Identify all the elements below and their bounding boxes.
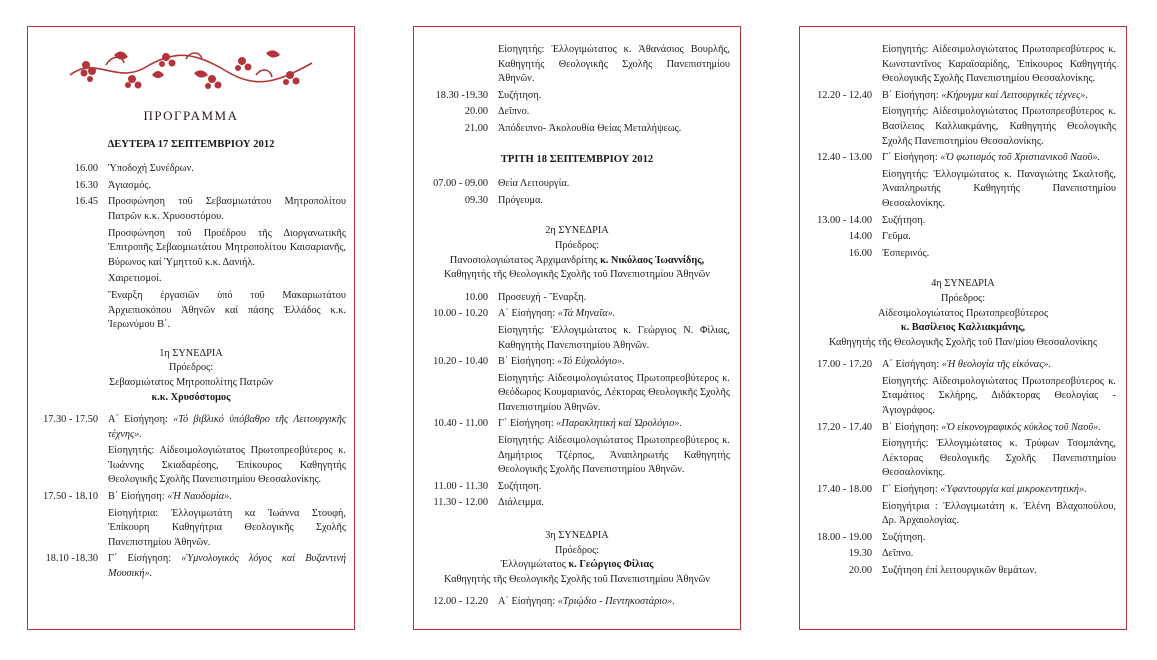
- time-label: 18.00 - 19.00: [817, 531, 872, 543]
- schedule-row: [424, 177, 730, 192]
- chair-name: κ. Βασίλειος Καλλιακμάνης,: [900, 322, 1026, 334]
- time-label: 20.00: [464, 106, 488, 118]
- time-label: 16.30: [74, 179, 98, 191]
- time-label: 16.00: [848, 247, 872, 259]
- time-label: 16.45: [74, 196, 98, 208]
- session-heading: 4η ΣΥΝΕΔΡΙΑ: [931, 278, 995, 290]
- schedule-text: Ἀπόδειπνο- Ἀκολουθία Θείας Μεταλήψεως.: [498, 122, 682, 134]
- chair-title: Σεβασμιώτατος Μητροπολίτης Πατρῶν: [109, 376, 273, 388]
- time-label: 07.00 - 09.00: [433, 178, 488, 190]
- talk-title: «Ὑμνολογικός λόγος καί Βυζαντινή Μουσική».: [108, 553, 347, 580]
- schedule-row: [424, 480, 730, 495]
- schedule-text: Ἔναρξη ἐργασιῶν ὑπό τοῦ Μακαριωτάτου Ἀρχιεπισκόπου Ἀθηνῶν καί πάσης Ἑλλάδος κ.κ. Ἱερωνύμου Β΄.: [108, 289, 346, 331]
- schedule-text: Προσφώνηση τοῦ Προέδρου τῆς Διοργανωτικῆς Ἐπιτροπῆς Σεβασμιωτάτου Μητροπολίτου Καισαριανῆς, Βύρωνος καί Ὑμηττοῦ κ.κ. Δανιήλ.: [108, 227, 346, 268]
- time-label: 12.00 - 12.20: [433, 596, 488, 608]
- talk-prefix: Α΄ Εἰσήγηση:: [882, 359, 942, 371]
- talk-prefix: Α΄ Εἰσήγηση:: [498, 596, 558, 608]
- talk-row: [810, 358, 1116, 373]
- speaker-text: Εἰσηγητής: Αἰδεσιμολογιώτατος Πρωτοπρεσβύτερος κ. Κωνσταντῖνος Καραϊσαρίδης, Ἐπίκουρος Καθηγητής Θεολογικῆς Σχολῆς Πανεπιστημίου Θεσσαλονίκης.: [882, 44, 1116, 85]
- talk-prefix: Α΄ Εἰσήγηση:: [498, 308, 558, 320]
- talk-title: «Τριῴδιο - Πεντηκοστάριο».: [557, 596, 675, 608]
- schedule-row: [36, 179, 346, 194]
- chair-title: Ἐλλογιμώτατος: [500, 559, 569, 571]
- time-label: 10.40 - 11.00: [433, 418, 488, 430]
- schedule-row: [36, 195, 346, 224]
- time-label: 12.40 - 13.00: [817, 152, 872, 164]
- talk-prefix: Γ΄ Εἰσήγηση:: [498, 418, 557, 430]
- session-heading: 3η ΣΥΝΕΔΡΙΑ: [545, 530, 609, 542]
- talk-row: [810, 421, 1116, 436]
- schedule-text: Γεῦμα.: [882, 231, 911, 243]
- talk-title: «Τό Εὐχολόγιο».: [557, 356, 625, 368]
- chair-affiliation: Καθηγητής τῆς Θεολογικῆς Σχολῆς τοῦ Πανεπιστημίου Ἀθηνῶν: [444, 573, 710, 585]
- time-label: 17.50 - 18.10: [43, 491, 98, 503]
- talk-row: [424, 417, 730, 432]
- program-title: ΠΡΟΓΡΑΜΜΑ: [143, 108, 239, 123]
- talk-row: [810, 483, 1116, 498]
- schedule-text: Συζήτηση.: [882, 214, 926, 226]
- time-label: 14.00: [848, 231, 872, 243]
- schedule-text: Πρόγευμα.: [498, 194, 544, 206]
- talk-row: [424, 355, 730, 370]
- schedule-text: Διάλειμμα.: [498, 497, 544, 509]
- talk-prefix: Β΄ Εἰσήγηση:: [882, 421, 942, 433]
- talk-row: [36, 413, 346, 442]
- time-label: 10.00: [464, 291, 488, 303]
- chair-title: Αἰδεσιμολογιώτατος Πρωτοπρεσβύτερος: [877, 307, 1049, 319]
- time-label: 17.40 - 18.00: [817, 484, 872, 496]
- time-label: 17.00 - 17.20: [817, 359, 872, 371]
- schedule-text: Προσφώνηση τοῦ Σεβασμιωτάτου Μητροπολίτου Πατρῶν κ.κ. Χρυσοστόμου.: [108, 196, 346, 222]
- time-label: 09.30: [464, 194, 488, 206]
- talk-prefix: Β΄ Εἰσήγηση:: [498, 356, 558, 368]
- chair-name: κ. Γεώργιος Φίλιας: [568, 559, 654, 571]
- time-label: 11.30 - 12.00: [433, 497, 488, 509]
- schedule-row: [424, 105, 730, 120]
- time-label: 20.00: [848, 565, 872, 576]
- schedule-row: [424, 194, 730, 209]
- talk-title: «Ὁ φωτισμός τοῦ Χριστιανικοῦ Ναοῦ».: [940, 152, 1101, 164]
- session-heading: 1η ΣΥΝΕΔΡΙΑ: [159, 347, 223, 359]
- chair-name: κ. Νικόλαος Ἰωαννίδης,: [600, 254, 705, 266]
- time-label: 13.00 - 14.00: [817, 214, 872, 226]
- schedule-row: [810, 547, 1116, 562]
- talk-row: [810, 151, 1116, 166]
- schedule-row: [810, 214, 1116, 229]
- speaker-text: Εἰσηγητής: Αἰδεσιμολογιώτατος Πρωτοπρεσβύτερος κ. Θεόδωρος Κουμαριανός, Λέκτορας Θεολογικῆς Σχολῆς Πανεπιστημίου Ἀθηνῶν.: [498, 372, 730, 413]
- chair-label: Πρόεδρος:: [554, 239, 600, 251]
- talk-title: «Τά Μηναῖα».: [557, 308, 616, 320]
- time-label: 18.30 -19.30: [435, 89, 488, 101]
- talk-prefix: Β΄ Εἰσήγηση:: [882, 89, 942, 101]
- grapevine-ornament-icon: [66, 45, 316, 91]
- speaker-text: Εἰσηγήτρια: Ἐλλογιμωτάτη κα Ἰωάννα Στουφή, Ἐπίκουρη Καθηγήτρια Θεολογικῆς Σχολῆς Πανεπιστημίου Ἀθηνῶν.: [108, 507, 346, 548]
- chair-name: κ.κ. Χρυσόστομος: [151, 391, 231, 403]
- talk-title: «Τό βιβλικό ὑπόβαθρο τῆς Λειτουργικῆς τέχνης».: [108, 414, 346, 440]
- time-label: 18.10 -18.30: [45, 553, 98, 565]
- talk-title: «Κήρυγμα καί Λειτουργικές τέχνες».: [941, 89, 1088, 101]
- schedule-row: [810, 247, 1116, 262]
- schedule-text: Δεῖπνο.: [498, 106, 530, 118]
- time-label: 16.00: [74, 163, 98, 175]
- time-label: 17.30 - 17.50: [43, 414, 98, 426]
- schedule-row: [424, 496, 730, 511]
- day-heading-tuesday: ΤΡΙΤΗ 18 ΣΕΠΤΕΜΒΡΙΟΥ 2012: [500, 153, 654, 165]
- time-label: 19.30: [848, 548, 872, 560]
- chair-affiliation: Καθηγητής τῆς Θεολογικῆς Σχολῆς τοῦ Πανεπιστημίου Ἀθηνῶν: [444, 269, 710, 281]
- schedule-text: Ὑποδοχή Συνέδρων.: [108, 163, 194, 175]
- speaker-text: Εἰσηγητής: Αἰδεσιμολογιώτατος Πρωτοπρεσβύτερος κ. Σταμάτιος Σκλήρης, Διδάκτορας Θεολογίας - Ἁγιογράφος.: [882, 375, 1116, 417]
- talk-prefix: Β΄ Εἰσήγηση:: [108, 491, 168, 503]
- schedule-text: Συζήτηση.: [498, 89, 542, 101]
- schedule-row: [36, 162, 346, 177]
- speaker-text: Εἰσηγητής: Ἐλλογιμώτατος κ. Γεώργιος Ν. Φίλιας, Καθηγητής Πανεπιστημίου Ἀθηνῶν.: [498, 324, 730, 351]
- talk-title: «Ὑφαντουργία καί μικροκεντητική».: [940, 484, 1087, 496]
- speaker-text: Εἰσηγητής: Αἰδεσιμολογιώτατος Πρωτοπρεσβύτερος κ. Βασίλειος Καλλιακμάνης, Καθηγητής Θεολογικῆς Σχολῆς Πανεπιστημίου Θεσσαλονίκης.: [882, 106, 1116, 147]
- schedule-text: Θεία Λειτουργία.: [498, 178, 570, 190]
- talk-row: [36, 490, 346, 505]
- chair-line: [424, 254, 730, 269]
- brochure-panel-2: [413, 26, 741, 630]
- talk-row: [810, 89, 1116, 104]
- time-label: 10.20 - 10.40: [433, 356, 488, 368]
- schedule-text: Χαιρετισμοί.: [108, 273, 162, 285]
- chair-label: Πρόεδρος:: [554, 544, 600, 556]
- schedule-row: [424, 122, 730, 137]
- talk-row: [36, 552, 346, 581]
- chair-line: [424, 558, 730, 573]
- schedule-text: Συζήτηση.: [882, 531, 926, 543]
- day-heading-monday: ΔΕΥΤΕΡΑ 17 ΣΕΠΤΕΜΒΡΙΟΥ 2012: [107, 138, 275, 150]
- chair-title: Πανοσιολογιώτατος Ἀρχιμανδρίτης: [449, 254, 601, 266]
- schedule-text: Συζήτηση ἐπί λειτουργικῶν θεμάτων.: [882, 565, 1037, 576]
- time-label: 10.00 - 10.20: [433, 308, 488, 320]
- schedule-row: [810, 531, 1116, 546]
- talk-prefix: Γ΄ Εἰσήγηση:: [882, 152, 941, 164]
- speaker-text: Εἰσηγητής: Ἐλλογιμώτατος κ. Παναγιώτης Σκαλτσῆς, Ἀναπληρωτής Καθηγητής Πανεπιστημίου Θεσσαλονίκης.: [882, 168, 1116, 209]
- brochure-panel-1: [27, 26, 355, 630]
- talk-title: «Ἡ Ναοδομία».: [167, 491, 232, 503]
- session-heading: 2η ΣΥΝΕΔΡΙΑ: [545, 225, 609, 237]
- schedule-row: [424, 89, 730, 104]
- speaker-text: Εἰσηγητής: Αἰδεσιμολογιώτατος Πρωτοπρεσβύτερος κ. Δημήτριος Τζέρπος, Ἀναπληρωτής Καθηγητής Θεολογικῆς Σχολῆς Πανεπιστημίου Ἀθηνῶν.: [498, 435, 730, 476]
- chair-label: Πρόεδρος:: [940, 292, 986, 304]
- schedule-row: [424, 291, 730, 306]
- talk-title: «Ἡ θεολογία τῆς εἰκόνας».: [941, 359, 1052, 371]
- schedule-text: Συζήτηση.: [498, 480, 542, 492]
- schedule-row: [810, 230, 1116, 245]
- schedule-row: [810, 564, 1116, 579]
- speaker-text: Εἰσηγήτρια : Ἐλλογιμωτάτη κ. Ἑλένη Βλαχοπούλου, Δρ. Ἀρχαιολογίας.: [882, 500, 1116, 527]
- talk-row: [424, 595, 730, 610]
- speaker-text: Εἰσηγητής: Ἐλλογιμώτατος κ. Τρύφων Τσομπάνης, Λέκτορας Θεολογικῆς Σχολῆς Πανεπιστημίου Θεσσαλονίκης.: [882, 438, 1116, 479]
- time-label: 17.20 - 17.40: [817, 421, 872, 433]
- speaker-text: Εἰσηγητής: Αἰδεσιμολογιώτατος Πρωτοπρεσβύτερος κ. Ἰωάννης Σκιαδαρέσης, Ἐπίκουρος Καθηγητής Θεολογικῆς Σχολῆς Πανεπιστημίου Θεσσαλονίκης.: [108, 445, 346, 486]
- talk-prefix: Γ΄ Εἰσήγηση:: [882, 484, 941, 496]
- schedule-text: Προσευχή - Ἔναρξη.: [498, 291, 587, 303]
- schedule-text: Ἑσπερινός.: [882, 247, 930, 259]
- chair-label: Πρόεδρος:: [168, 362, 214, 374]
- talk-row: [424, 307, 730, 322]
- brochure-panel-3: [799, 26, 1127, 630]
- schedule-text: Ἁγιασμός.: [108, 179, 152, 191]
- speaker-text: Εἰσηγητής: Ἐλλογιμώτατος κ. Ἀθανάσιος Βουρλῆς, Καθηγητής Θεολογικῆς Σχολῆς Πανεπιστημίου Ἀθηνῶν.: [498, 44, 730, 85]
- time-label: 12.20 - 12.40: [817, 89, 872, 101]
- talk-title: «Παρακλητική καί Ὡρολόγιο».: [556, 418, 683, 430]
- talk-prefix: Α΄ Εἰσήγηση:: [108, 414, 174, 426]
- schedule-text: Δεῖπνο.: [882, 548, 914, 560]
- chair-affiliation: Καθηγητής τῆς Θεολογικῆς Σχολῆς τοῦ Παν/μίου Θεσσαλονίκης: [828, 336, 1098, 348]
- time-label: 21.00: [464, 122, 488, 134]
- time-label: 11.00 - 11.30: [433, 480, 488, 492]
- talk-title: «Ὁ εἰκονογραφικός κύκλος τοῦ Ναοῦ».: [941, 421, 1101, 433]
- talk-prefix: Γ΄ Εἰσήγηση:: [108, 553, 182, 565]
